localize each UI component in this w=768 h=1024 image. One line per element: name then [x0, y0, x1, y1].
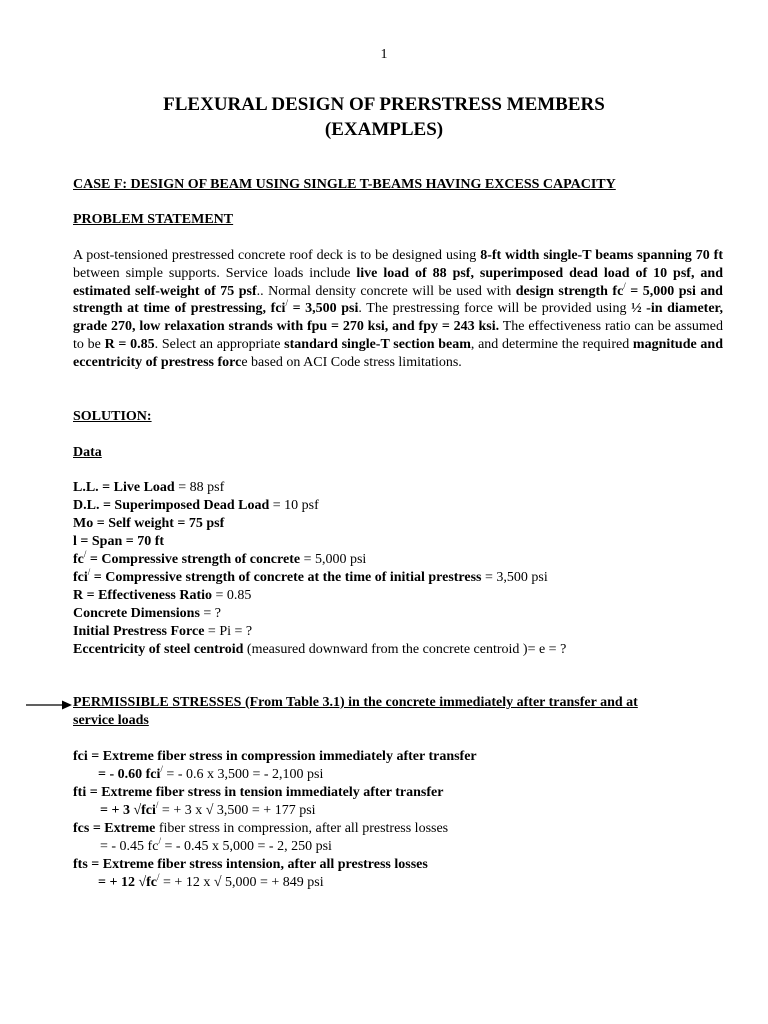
data-eccentricity: Eccentricity of steel centroid (measured downward from the concrete centroid )= e = ?: [73, 642, 567, 657]
solution-heading: SOLUTION:: [73, 409, 152, 424]
permissible-stresses-heading: PERMISSIBLE STRESSES (From Table 3.1) in the concrete immediately after transfer and at: [73, 695, 638, 710]
data-span: l = Span = 70 ft: [73, 534, 165, 549]
data-self-weight: Mo = Self weight = 75 psf: [73, 516, 225, 531]
fci-definition: fci = Extreme fiber stress in compression immediately after transfer: [73, 749, 477, 764]
data-concrete-dimensions: Concrete Dimensions = ?: [73, 606, 222, 621]
page-number: 1: [380, 47, 388, 62]
data-fci: fci/ = Compressive strength of concrete at the time of initial prestress = 3,500 psi: [73, 567, 548, 585]
fcs-equation: = - 0.45 fc/ = - 0.45 x 5,000 = - 2, 250 psi: [100, 836, 332, 854]
data-live-load: L.L. = Live Load = 88 psf: [73, 480, 225, 495]
page-title: FLEXURAL DESIGN OF PRERSTRESS MEMBERS: [163, 94, 605, 115]
data-fc: fc/ = Compressive strength of concrete = 5,000 psi: [73, 549, 367, 567]
data-dead-load: D.L. = Superimposed Dead Load = 10 psf: [73, 498, 319, 513]
fcs-definition: fcs = Extreme fiber stress in compression, after all prestress losses: [73, 821, 449, 836]
case-heading: CASE F: DESIGN OF BEAM USING SINGLE T-BEAMS HAVING EXCESS CAPACITY: [73, 177, 616, 192]
arrow-right-icon: [26, 699, 72, 711]
data-effectiveness-ratio: R = Effectiveness Ratio = 0.85: [73, 588, 252, 603]
data-heading: Data: [73, 445, 102, 460]
fci-equation: = - 0.60 fci/ = - 0.6 x 3,500 = - 2,100 psi: [98, 764, 324, 782]
data-initial-prestress: Initial Prestress Force = Pi = ?: [73, 624, 253, 639]
fts-definition: fts = Extreme fiber stress intension, after all prestress losses: [73, 857, 428, 872]
problem-heading: PROBLEM STATEMENT: [73, 212, 234, 227]
fts-equation: = + 12 √fc/ = + 12 x √ 5,000 = + 849 psi: [98, 872, 324, 890]
permissible-stresses-heading-cont: service loads: [73, 713, 149, 728]
fti-equation: = + 3 √fci/ = + 3 x √ 3,500 = + 177 psi: [100, 800, 316, 818]
fti-definition: fti = Extreme fiber stress in tension immediately after transfer: [73, 785, 444, 800]
page-subtitle: (EXAMPLES): [324, 119, 444, 140]
problem-statement: A post-tensioned prestressed concrete roof deck is to be designed using 8-ft width single-T beams spanning 70 ft between simple supports. Service loads include live load of 88 psf, superimposed dead load of 10 psf, and estimated self-weight of 75 psf.. Normal density concrete will be used with design strength fc/ = 5,000 psi and strength at time of prestressing, fci/ = 3,500 psi. The prestressing force will be provided using ½ -in diameter, grade 270, low relaxation strands with fpu = 270 ksi, and fpy = 243 ksi. The effectiveness ratio can be assumed to be R = 0.85. Select an appropriate standard single-T section beam, and determine the required magnitude and eccentricity of prestress force based on ACI Code stress limitations.: [73, 248, 724, 370]
